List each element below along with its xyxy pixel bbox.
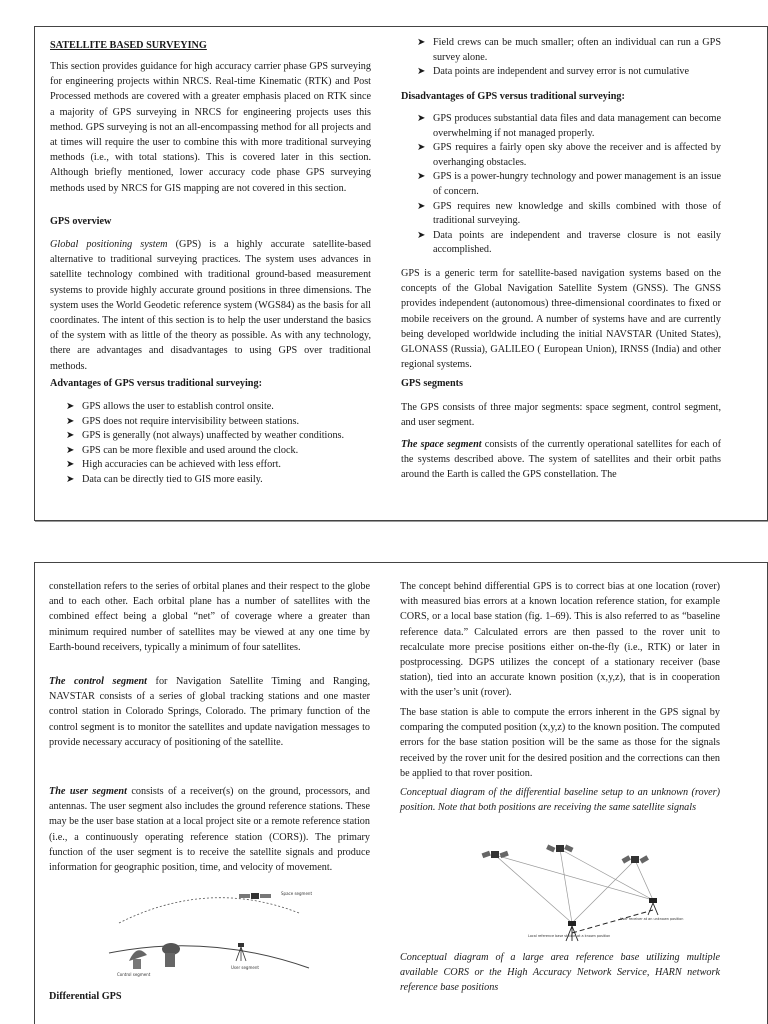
list-item: ➤ GPS does not require intervisibility between stations. [66, 415, 371, 430]
advantages-list-continued [401, 36, 721, 80]
arrow-bullet-icon: ➤ [417, 229, 426, 241]
list-item: ➤ GPS is generally (not always) unaffected by weather conditions. [66, 429, 371, 444]
list-item: ➤ GPS requires new knowledge and skills combined with those of traditional surveying. [417, 200, 721, 227]
satellite-icon [239, 893, 271, 899]
differential-baseline-figure [450, 833, 684, 948]
space-segment-label: Space segment [281, 891, 313, 896]
control-segment-term: The control segment [49, 676, 148, 687]
gps-overview-heading: GPS overview [50, 216, 112, 227]
page-2 [34, 562, 768, 1024]
arrow-bullet-icon: ➤ [417, 37, 426, 48]
arrow-bullet-icon: ➤ [417, 113, 426, 124]
list-item: ➤ High accuracies can be achieved with less effort. [66, 458, 371, 473]
orbit-line [119, 898, 299, 923]
arrow-bullet-icon: ➤ [417, 200, 426, 212]
disadvantages-heading: Disadvantages of GPS versus traditional surveying: [401, 91, 625, 102]
base-station-label: Local reference base station at a known position [528, 934, 611, 938]
tripod-receiver-icon [236, 943, 246, 961]
list-item: ➤ Data points are independent and traverse closure is not easily accomplished. [417, 229, 721, 256]
list-item: ➤ GPS can be more flexible and used around the clock. [66, 444, 371, 459]
user-segment-term: The user segment [49, 786, 127, 797]
list-item: ➤ Data can be directly tied to GIS more easily. [66, 473, 371, 488]
gps-segments-heading: GPS segments [401, 378, 463, 389]
arrow-bullet-icon: ➤ [417, 171, 426, 183]
advantages-heading: Advantages of GPS versus traditional surveying: [50, 378, 262, 389]
gps-segments-figure [99, 883, 313, 978]
arrow-bullet-icon: ➤ [66, 444, 75, 456]
satellite-icon [622, 855, 649, 863]
rover-tripod-icon [648, 898, 658, 915]
user-segment-paragraph: The user segment consists of a receiver(s) on the ground, processors, and antennas. The user segment also includes the ground reference stations. These may be the user base station at a local project site or a remote reference station (i.e., a continuously operating reference station (CORS)). The primary function of the user segment is to receive the satellite signals and produce information for geographic position, time, and velocity of movement. [49, 786, 370, 874]
space-segment-paragraph: The space segment consists of the currently operational satellites for each of the systems described above. The system of satellites and their orbit paths around the Earth is called the GPS constellation. The [401, 439, 721, 481]
overview-paragraph [50, 237, 371, 374]
intro-paragraph: This section provides guidance for high accuracy carrier phase GPS surveying for engineering projects within NRCS. Real-time Kinematic (RTK) and Post Processed methods are covered with a greater emphasis placed on RTK since a majority of GPS surveying in NRCS for engineering projects uses this method. GPS surveying is not an all-encompassing method for all projects and at times will require the user to combine this with more traditional surveying methods (i.e., with total stations). This is covered later in this section. Although briefly mentioned, lower accuracy code phase GPS surveying methods used by NRCS for GIS mapping are not covered in this section. [50, 61, 371, 194]
section-title: SATELLITE BASED SURVEYING [50, 40, 207, 51]
list-item: ➤ GPS produces substantial data files and data management can become overwhelming if not managed properly. [417, 113, 721, 139]
page-1 [34, 26, 768, 521]
overview-text: (GPS) is a highly accurate satellite-based alternative to traditional surveying practices. The system uses advances in satellite technology combined with traditional ground-based measurement systems to provide highly accurate ground positions in three dimensions. The system uses the World Geodetic reference system (WGS84) as the basis for all coordinates. The intent of this section is to help the user understand the basics of the system with as little of the theory as possible. As with any technology, there are advantages and disadvantages to using GPS over traditional methods. [50, 239, 371, 372]
list-item: ➤ Field crews can be much smaller; often an individual can run a GPS survey alone. [417, 37, 721, 63]
constellation-paragraph: constellation refers to the series of orbital planes and their respect to the globe and to each other. Each orbital plane has a number of satellites with the combined effect being a global “net” of coverage where a greater than minimum required number of satellites may be viewed at any one time by Earth-bound receivers, typically a minimum of four satellites. [49, 581, 370, 653]
satellite-icon [546, 844, 573, 852]
arrow-bullet-icon: ➤ [66, 473, 75, 485]
arrow-bullet-icon: ➤ [66, 459, 75, 471]
baseline-dashed-line [572, 910, 653, 933]
differential-gps-heading: Differential GPS [49, 991, 122, 1002]
user-segment-label: User segment [231, 965, 259, 970]
overview-term: Global positioning system [50, 239, 168, 250]
base-station-tripod-icon [566, 921, 578, 941]
arrow-bullet-icon: ➤ [66, 430, 75, 442]
rover-label: User receiver at an unknown position [620, 917, 684, 921]
dgps-paragraph-1: The concept behind differential GPS is to correct bias at one location (rover) with measured bias errors at a known location reference station, for example CORS, or a local base station (fig. 1–69). This is also referred to as “baseline reference data.” Calculated errors are then passed to the rover unit to recalculate more precise positions either on-the-fly (i.e., RTK) or later in postprocessing. DGPS utilizes the concept of a stationary receiver (base station), tied into an accurate known position (x,y,z), that is in cooperation with the user’s unit (rover). [400, 581, 720, 699]
satellite-icon [482, 851, 509, 858]
control-segment-label: Control segment [117, 972, 151, 977]
list-item: ➤ GPS is a power-hungry technology and power management is an issue of concern. [417, 171, 721, 197]
figure-caption-2: Conceptual diagram of a large area reference base utilizing multiple available CORS or the High Accuracy Network Service, HARN network reference base positions [400, 952, 720, 994]
arrow-bullet-icon: ➤ [417, 142, 426, 154]
advantages-list [50, 400, 371, 488]
segments-paragraph: The GPS consists of three major segments: space segment, control segment, and user segment. [401, 402, 721, 429]
dgps-paragraph-2: The base station is able to compute the errors inherent in the GPS signal by comparing the computed position (x,y,z) to the known position. The computed errors for the base station position will be the same as those for the signals received by the rover unit for the desired position and the corrections can then be applied to that rover position. [400, 707, 720, 779]
space-segment-term: The space segment [401, 439, 482, 450]
disadvantages-list [401, 112, 721, 258]
control-segment-paragraph: The control segment for Navigation Satellite Timing and Ranging, NAVSTAR consists of a series of global tracking stations and one master control station in Colorado Springs, Colorado. The primary function of the control segment is to monitor the satellites and update navigation messages to provide necessary accuracy of positioning of the satellite. [49, 676, 370, 748]
list-item: ➤ GPS allows the user to establish control onsite. [66, 400, 371, 415]
antenna-icon [129, 950, 147, 969]
figure-caption-1: Conceptual diagram of the differential baseline setup to an unknown (rover) position. Note that both positions are receiving the same satellite signals [400, 787, 720, 814]
gnss-paragraph: GPS is a generic term for satellite-based navigation systems based on the concepts of the Global Navigation Satellite System (GNSS). The GNSS provides independent (autonomous) three-dimensional coordinates to fixed or mobile receivers on the ground. A number of systems have and are currently being developed worldwide including the initial NAVSTAR (United States), GLONASS (Russia), GALILEO ( European Union), IRNSS (India) and other regional systems. [401, 268, 721, 371]
list-item: ➤ GPS requires a fairly open sky above the receiver and is affected by overhanging obstacles. [417, 142, 721, 168]
arrow-bullet-icon: ➤ [66, 401, 75, 412]
arrow-bullet-icon: ➤ [66, 415, 75, 427]
arrow-bullet-icon: ➤ [417, 66, 426, 78]
list-item: ➤ Data points are independent and survey error is not cumulative [417, 65, 721, 80]
satellite-dish-icon [162, 943, 180, 967]
